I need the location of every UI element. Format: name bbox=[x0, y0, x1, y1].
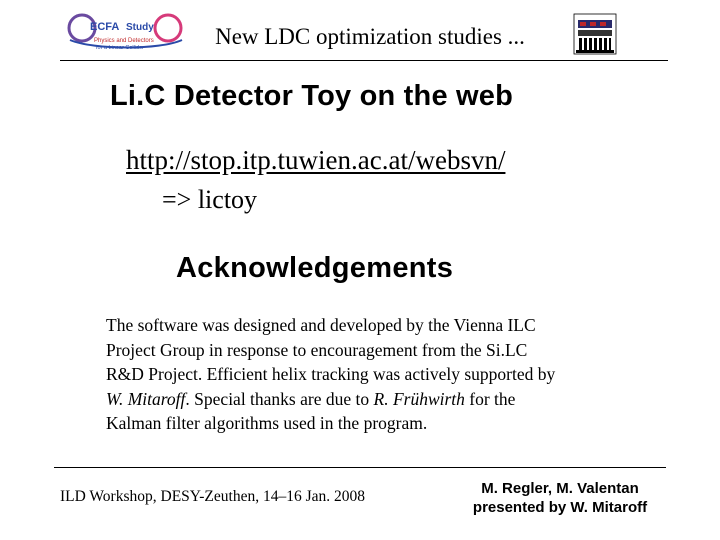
ack-line-2: Project Group in response to encouragement from the Si.LC bbox=[106, 339, 528, 360]
slide-title: Li.C Detector Toy on the web bbox=[110, 80, 514, 112]
ack-line-3: R&D Project. Efficient helix tracking was actively supported by bbox=[106, 364, 556, 384]
person-name-fruhwirth: R. Frühwirth bbox=[373, 388, 465, 409]
ack-line-4-mid: . Special thanks are due to bbox=[185, 388, 374, 409]
websvn-link[interactable]: http://stop.itp.tuwien.ac.at/websvn/ bbox=[126, 145, 506, 175]
ecfa-logo-text-3: Physics and Detectors bbox=[94, 38, 154, 44]
acknowledgements-heading: Acknowledgements bbox=[176, 252, 454, 284]
footer-divider bbox=[54, 467, 666, 468]
header-title: New LDC optimization studies ... bbox=[215, 24, 525, 49]
link-subpath: => lictoy bbox=[162, 185, 258, 214]
header-divider bbox=[60, 60, 668, 61]
footer-event: ILD Workshop, DESY-Zeuthen, 14–16 Jan. 2008 bbox=[60, 488, 365, 505]
acknowledgements-body bbox=[106, 313, 646, 436]
ecfa-logo-text-4: for a Linear Collider bbox=[96, 45, 144, 51]
institute-building-logo bbox=[570, 12, 620, 56]
footer-authors-line-1: M. Regler, M. Valentan bbox=[481, 480, 639, 497]
ecfa-logo-text-2: Study bbox=[126, 22, 154, 33]
person-name-mitaroff: W. Mitaroff bbox=[106, 388, 186, 409]
footer-authors-line-2: presented by W. Mitaroff bbox=[472, 499, 648, 516]
ecfa-logo-text-1: ECFA bbox=[90, 21, 120, 33]
footer-authors bbox=[458, 479, 662, 517]
ecfa-study-logo bbox=[64, 10, 190, 58]
ack-line-1: The software was designed and developed by the Vienna ILC bbox=[106, 315, 536, 335]
ack-line-4 bbox=[106, 387, 646, 412]
ack-line-5: Kalman filter algorithms used in the program. bbox=[106, 413, 428, 433]
ack-line-4-end: for the bbox=[464, 388, 516, 409]
